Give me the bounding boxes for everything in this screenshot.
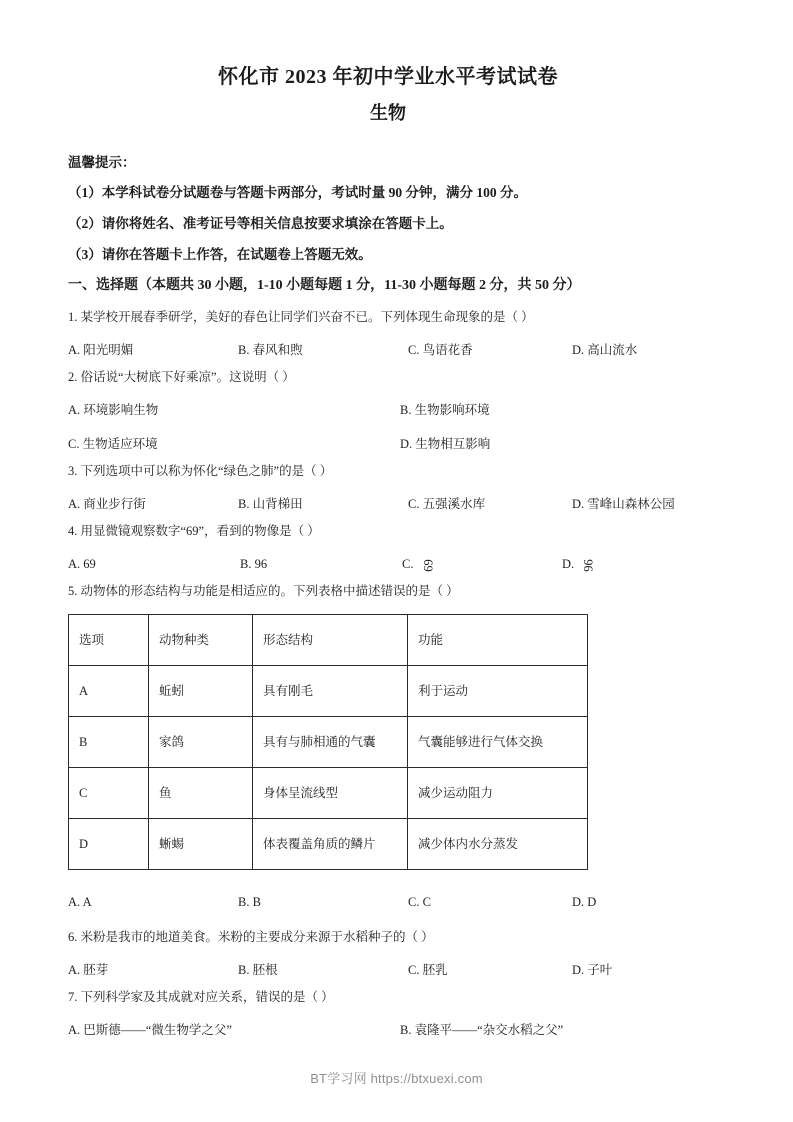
question-4-option-c-label: C.	[402, 557, 417, 571]
rotated-number-96: 96	[581, 558, 596, 572]
question-1-option-a[interactable]: A. 阳光明媚	[68, 343, 134, 357]
question-1-option-c[interactable]: C. 鸟语花香	[408, 343, 473, 357]
question-3-options	[68, 494, 708, 515]
footer-watermark: BT学习网 https://btxuexi.com	[310, 1071, 483, 1086]
table-row	[69, 768, 588, 819]
question-4-option-b[interactable]: B. 96	[240, 557, 268, 571]
notice-item-3: （3）请你在答题卡上作答，在试题卷上答题无效。	[68, 247, 372, 262]
question-3	[68, 461, 708, 515]
question-3-stem: 3. 下列选项中可以称为怀化“绿色之肺”的是（ ）	[68, 464, 333, 478]
question-2	[68, 367, 708, 455]
table-cell-function: 利于运动	[408, 666, 588, 717]
table-header-morphology: 形态结构	[253, 615, 408, 666]
question-4-option-a[interactable]: A. 69	[68, 557, 96, 571]
table-header-animal-type: 动物种类	[149, 615, 253, 666]
notice-block	[68, 152, 708, 266]
question-4-option-d-label: D.	[562, 557, 578, 571]
table-cell-morphology: 具有刚毛	[253, 666, 408, 717]
question-5-options	[68, 892, 708, 913]
table-header-function: 功能	[408, 615, 588, 666]
table-cell-morphology: 体表覆盖角质的鳞片	[253, 819, 408, 870]
table-row	[69, 666, 588, 717]
notice-heading: 温馨提示：	[68, 155, 136, 170]
animal-structure-function-table	[68, 614, 588, 870]
table-cell-function: 减少体内水分蒸发	[408, 819, 588, 870]
question-5-option-c[interactable]: C. C	[408, 895, 431, 909]
question-3-option-c[interactable]: C. 五强溪水库	[408, 497, 486, 511]
page-title: 怀化市 2023 年初中学业水平考试试卷	[218, 66, 558, 88]
question-3-option-b[interactable]: B. 山背梯田	[238, 497, 303, 511]
table-header-row	[69, 615, 588, 666]
table-cell-animal-type: 蚯蚓	[149, 666, 253, 717]
notice-item-1: （1）本学科试卷分试题卷与答题卡两部分，考试时量 90 分钟，满分 100 分。	[68, 185, 527, 200]
question-6-option-b[interactable]: B. 胚根	[238, 963, 278, 977]
question-4-option-c[interactable]	[402, 554, 433, 576]
question-5	[68, 581, 708, 913]
question-6-option-c[interactable]: C. 胚乳	[408, 963, 448, 977]
question-5-option-a[interactable]: A. A	[68, 895, 92, 909]
question-6	[68, 927, 708, 981]
notice-item-2: （2）请你将姓名、准考证号等相关信息按要求填涂在答题卡上。	[68, 216, 453, 231]
question-5-stem: 5. 动物体的形态结构与功能是相适应的。下列表格中描述错误的是（ ）	[68, 584, 459, 598]
table-cell-morphology: 身体呈流线型	[253, 768, 408, 819]
table-row	[69, 819, 588, 870]
question-7-option-b[interactable]: B. 袁隆平——“杂交水稻之父”	[400, 1023, 564, 1037]
table-header-option: 选项	[69, 615, 149, 666]
question-7	[68, 987, 708, 1041]
question-2-options	[68, 400, 708, 455]
question-1-option-d[interactable]: D. 高山流水	[572, 343, 638, 357]
question-6-stem: 6. 米粉是我市的地道美食。米粉的主要成分来源于水稻种子的（ ）	[68, 930, 434, 944]
question-4-options	[68, 554, 708, 575]
question-1	[68, 307, 708, 361]
table-cell-animal-type: 家鸽	[149, 717, 253, 768]
table-cell-animal-type: 鱼	[149, 768, 253, 819]
rotated-number-69: 69	[420, 558, 435, 572]
question-6-option-d[interactable]: D. 子叶	[572, 963, 613, 977]
table-cell-morphology: 具有与肺相通的气囊	[253, 717, 408, 768]
question-6-options	[68, 960, 708, 981]
question-4-stem: 4. 用显微镜观察数字“69”，看到的物像是（ ）	[68, 524, 320, 538]
table-row	[69, 717, 588, 768]
table-cell-option: D	[69, 819, 149, 870]
table-cell-option: A	[69, 666, 149, 717]
question-7-options	[68, 1020, 708, 1041]
question-2-option-d[interactable]: D. 生物相互影响	[400, 437, 491, 451]
question-2-stem: 2. 俗话说“大树底下好乘凉”。这说明（ ）	[68, 370, 295, 384]
question-2-option-c[interactable]: C. 生物适应环境	[68, 437, 158, 451]
question-2-option-a[interactable]: A. 环境影响生物	[68, 403, 159, 417]
question-6-option-a[interactable]: A. 胚芽	[68, 963, 109, 977]
question-1-options	[68, 340, 708, 361]
question-7-stem: 7. 下列科学家及其成就对应关系，错误的是（ ）	[68, 990, 334, 1004]
question-7-option-a[interactable]: A. 巴斯德——“微生物学之父”	[68, 1023, 232, 1037]
question-5-table-wrap	[68, 614, 708, 870]
question-3-option-a[interactable]: A. 商业步行街	[68, 497, 146, 511]
question-5-option-d[interactable]: D. D	[572, 895, 597, 909]
page-subtitle: 生物	[370, 103, 406, 123]
question-4	[68, 521, 708, 575]
question-3-option-d[interactable]: D. 雪峰山森林公园	[572, 497, 675, 511]
table-cell-function: 减少运动阻力	[408, 768, 588, 819]
table-cell-option: C	[69, 768, 149, 819]
table-cell-option: B	[69, 717, 149, 768]
page-content	[68, 62, 708, 1047]
table-cell-animal-type: 蜥蜴	[149, 819, 253, 870]
question-1-option-b[interactable]: B. 春风和煦	[238, 343, 303, 357]
question-1-stem: 1. 某学校开展春季研学，美好的春色让同学们兴奋不已。下列体现生命现象的是（ ）	[68, 310, 534, 324]
question-4-option-d[interactable]	[562, 554, 594, 576]
section-heading-multiple-choice: 一、选择题（本题共 30 小题，1-10 小题每题 1 分，11-30 小题每题 2 分，共 50 分）	[68, 278, 581, 293]
question-2-option-b[interactable]: B. 生物影响环境	[400, 403, 490, 417]
table-cell-function: 气囊能够进行气体交换	[408, 717, 588, 768]
question-5-option-b[interactable]: B. B	[238, 895, 261, 909]
